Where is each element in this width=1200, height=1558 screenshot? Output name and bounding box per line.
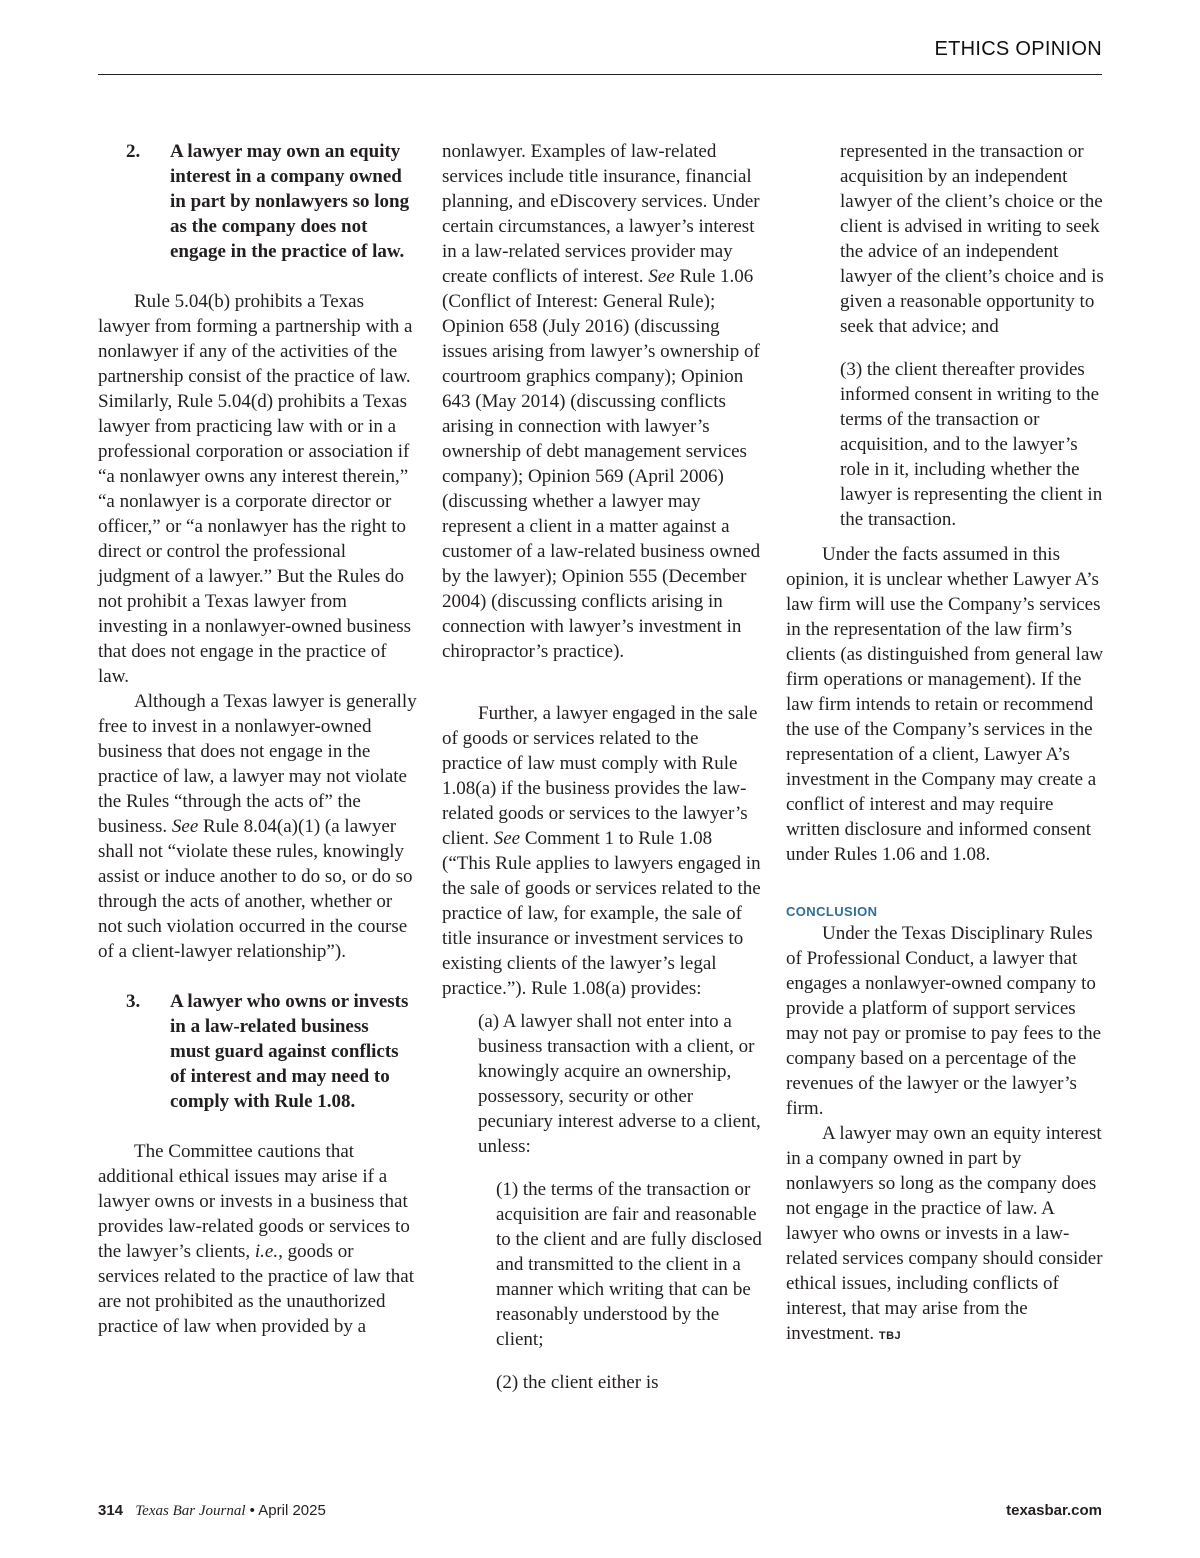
issue-date: April 2025 [258,1502,326,1519]
footer-publication [98,1502,326,1520]
paragraph: Although a Texas lawyer is generally free to invest in a nonlawyer-owned business that does not engage in the practice of law, a lawyer may not violate the Rules “through the acts of” the business. See Rule 8.04(a)(1) (a lawyer shall not “violate these rules, knowingly assist or induce another to do so, or do so through the acts of another, whether or not such violation occurred in the course of a client-lawyer relationship”). [98,691,417,962]
column-1 [98,139,418,1339]
heading-point-3 [98,989,418,1114]
paragraph: Rule 5.04(b) prohibits a Texas lawyer from forming a partnership with a nonlawyer if any of the activities of the partnership consist of the practice of law. Similarly, Rule 5.04(d) prohibits a Texas lawyer from practicing law with or in a professional corporation or association if “a nonlawyer owns any interest therein,” “a nonlawyer is a corporate director or officer,” or “a nonlawyer has the right to direct or control the professional judgment of a lawyer.” But the Rules do not prohibit a Texas lawyer from investing in a nonlawyer-owned business that does not engage in the practice of law. [98,291,413,687]
tbj-end-mark: TBJ [878,1330,902,1342]
paragraph: Further, a lawyer engaged in the sale of goods or services related to the practice of law must comply with Rule 1.08(a) if the business provides the law-related goods or services to the lawyer’s client. See Comment 1 to Rule 1.08 (“This Rule applies to lawyers engaged in the sale of goods or services related to the practice of law, for example, the sale of title insurance or investment services to existing clients of the lawyer’s legal practice.”). Rule 1.08(a) provides: [442,703,761,999]
rule-quote-3: (3) the client thereafter provides informed consent in writing to the terms of the transaction or acquisition, and to the lawyer’s role in it, including whether the lawyer is representing the client in the transaction. [840,359,1103,530]
paragraph: The Committee cautions that additional ethical issues may arise if a lawyer owns or invests in a business that provides law-related goods or services to the lawyer’s clients, i.e., goods or services related to the practice of law that are not prohibited as the unauthorized practice of law when provided by a [98,1141,414,1337]
heading-point-2 [98,139,418,264]
rule-quote-1: (1) the terms of the transaction or acquisition are fair and reasonable to the client and are fully disclosed and transmitted to the client in a manner which writing that can be reasonably understood by the client; [496,1179,762,1350]
footer-website: texasbar.com [1006,1502,1102,1519]
column-2 [442,139,762,1395]
rule-quote-2-continued: represented in the transaction or acquisition by an independent lawyer of the client’s choice or the client is advised in writing to seek the advice of an independent lawyer of the client’s choice and is given a reasonable opportunity to seek that advice; and [840,141,1104,337]
column-3 [786,139,1104,1349]
paragraph: nonlawyer. Examples of law-related services include title insurance, financial planning, and eDiscovery services. Under certain circumstances, a lawyer’s interest in a law-related services provider may create conflicts of interest. See Rule 1.06 (Conflict of Interest: General Rule); Opinion 658 (July 2016) (discussing issues arising from lawyer’s ownership of courtroom graphics company); Opinion 643 (May 2014) (discussing conflicts arising in connection with lawyer’s ownership of debt management services company); Opinion 569 (April 2006) (discussing whether a lawyer may represent a client in a matter against a customer of a law-related business owned by the lawyer); Opinion 555 (December 2004) (discussing conflicts arising in connection with lawyer’s investment in chiropractor’s practice). [442,141,761,662]
paragraph: Under the Texas Disciplinary Rules of Professional Conduct, a lawyer that engages a nonlawyer-owned company to provide a platform of support services may not pay or promise to pay fees to the company based on a percentage of the revenues of the lawyer or the lawyer’s firm. [786,923,1102,1119]
header-divider [98,74,1102,75]
rule-quote-2: (2) the client either is [496,1372,659,1393]
paragraph: A lawyer may own an equity interest in a company owned in part by nonlawyers so long as the company does not engage in the practice of law. A lawyer who owns or invests in a law-related services company should consider ethical issues, including conflicts of interest, that may arise from the investment. TBJ [786,1123,1103,1344]
heading-number: 2. [126,141,141,162]
page-number: 314 [98,1502,124,1519]
footer-bullet: • [249,1502,255,1519]
publication-name: Texas Bar Journal [135,1503,246,1519]
section-label: ETHICS OPINION [934,38,1102,60]
heading-text: A lawyer who owns or invests in a law-related business must guard against conflicts of interest and may need to comply with Rule 1.08. [170,991,409,1112]
heading-number: 3. [126,991,141,1012]
heading-text: A lawyer may own an equity interest in a company owned in part by nonlawyers so long as the company does not engage in the practice of law. [170,141,410,262]
paragraph: Under the facts assumed in this opinion, it is unclear whether Lawyer A’s law firm will use the Company’s services in the representation of the law firm’s clients (as distinguished from general law firm operations or management). If the law firm intends to retain or recommend the use of the Company’s services in the representation of a client, Lawyer A’s investment in the Company may create a conflict of interest and may require written disclosure and informed consent under Rules 1.06 and 1.08. [786,544,1104,865]
rule-quote-a: (a) A lawyer shall not enter into a business transaction with a client, or knowingly acquire an ownership, possessory, security or other pecuniary interest adverse to a client, unless: [478,1011,761,1157]
conclusion-heading: CONCLUSION [786,904,878,919]
